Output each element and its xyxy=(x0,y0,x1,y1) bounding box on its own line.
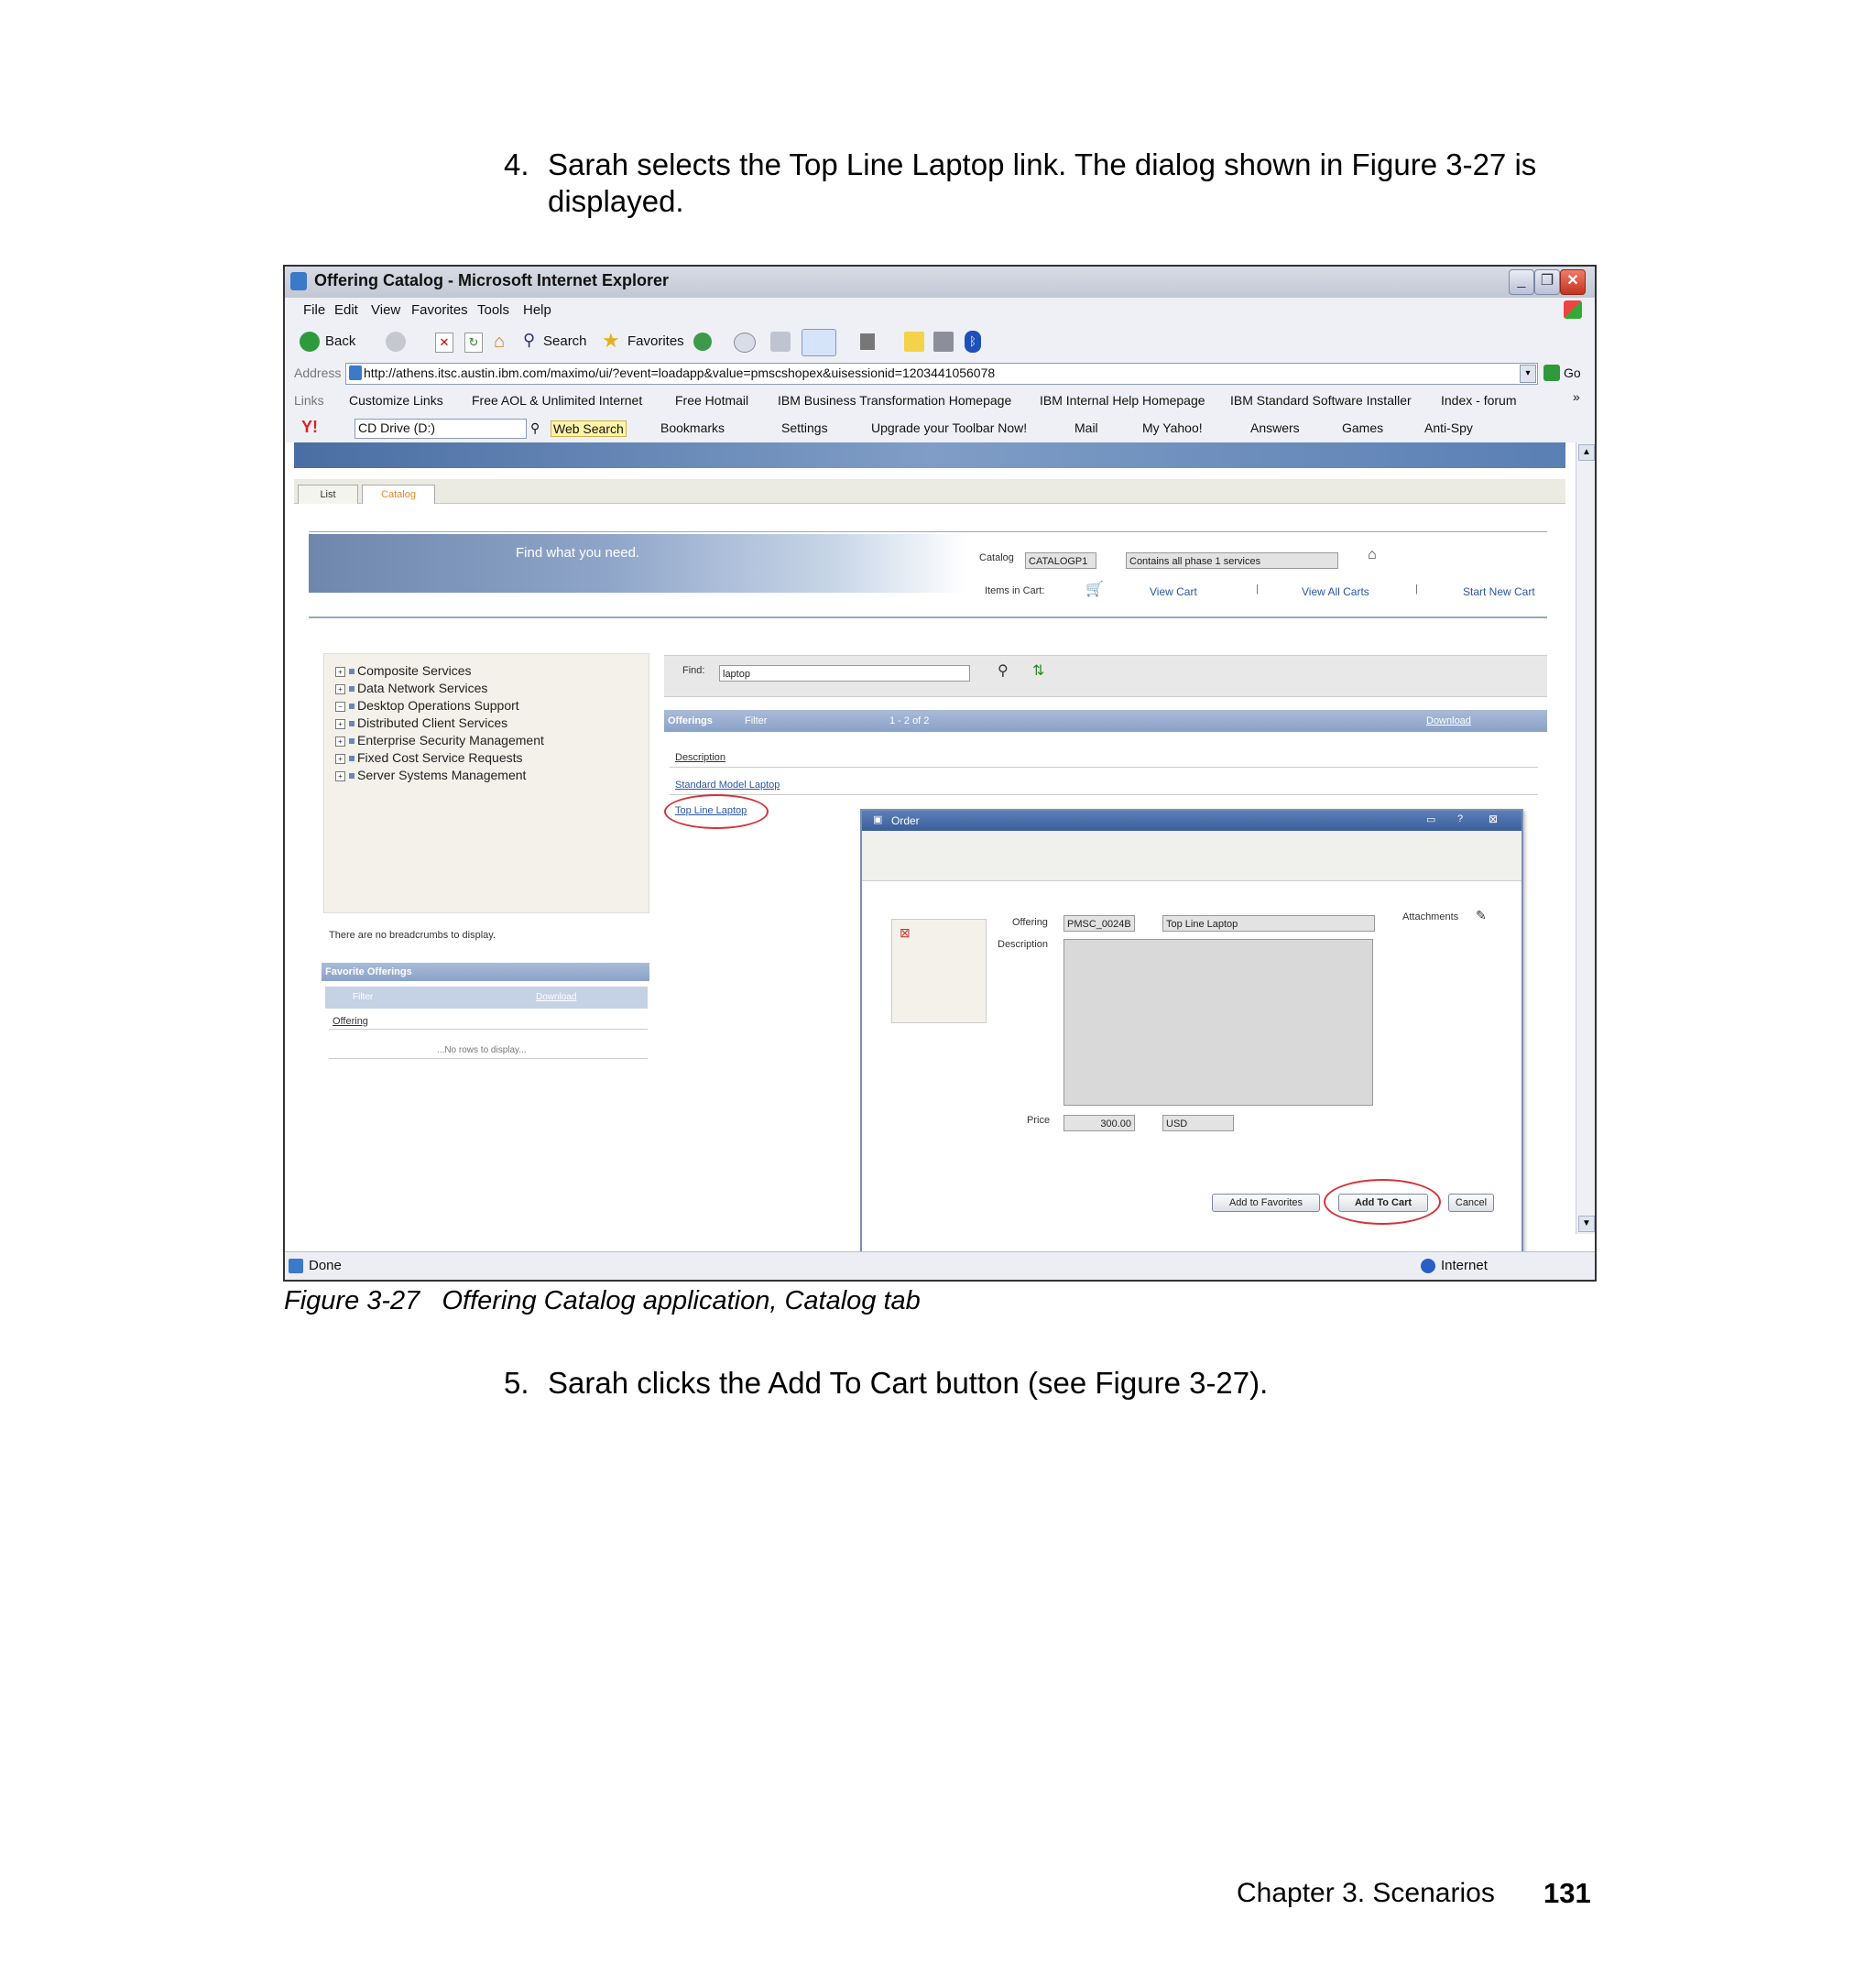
dialog-help-icon[interactable]: ? xyxy=(1457,813,1464,824)
status-done: Done xyxy=(309,1258,342,1273)
app-tabs xyxy=(294,479,1565,504)
link-free-aol[interactable]: Free AOL & Unlimited Internet xyxy=(472,393,643,408)
app-banner xyxy=(294,442,1565,468)
ie-icon xyxy=(290,272,307,290)
highlight-ellipse xyxy=(664,794,769,829)
yahoo-search-value[interactable]: CD Drive (D:) xyxy=(358,420,435,435)
cancel-button[interactable]: Cancel xyxy=(1448,1194,1494,1212)
home-icon[interactable]: ⌂ xyxy=(494,332,506,352)
link-ibm-internal-help[interactable]: IBM Internal Help Homepage xyxy=(1040,393,1205,408)
expand-icon[interactable]: + xyxy=(335,719,345,729)
favorites-empty-text: ...No rows to display... xyxy=(437,1045,527,1055)
restore-icon[interactable]: ❐ xyxy=(1534,269,1560,295)
folder-icon xyxy=(349,756,354,761)
offerings-description-column[interactable]: Description xyxy=(675,752,726,763)
tree-item-label: Composite Services xyxy=(357,663,472,678)
catalog-lookup-icon[interactable]: ⌂ xyxy=(1368,547,1377,562)
answers-item[interactable]: Answers xyxy=(1250,420,1300,435)
page-status-icon xyxy=(289,1259,303,1273)
discuss-icon[interactable] xyxy=(860,333,875,350)
tree-item-label: Distributed Client Services xyxy=(357,715,508,730)
items-in-cart-label: Items in Cart: xyxy=(985,585,1045,596)
header-top-rule xyxy=(309,531,1547,532)
tree-item-label: Desktop Operations Support xyxy=(357,698,519,713)
stop-icon[interactable]: ✕ xyxy=(435,333,453,353)
yahoo-logo[interactable]: Y! xyxy=(301,418,318,436)
dialog-band xyxy=(862,831,1522,881)
note-icon[interactable] xyxy=(904,332,924,352)
menu-edit[interactable]: Edit xyxy=(334,302,358,318)
go-arrow-icon[interactable] xyxy=(1543,365,1560,381)
mail-icon[interactable] xyxy=(734,333,756,353)
print-icon[interactable] xyxy=(770,332,791,352)
expand-icon[interactable]: + xyxy=(335,771,345,781)
favorite-offerings-header: Favorite Offerings xyxy=(322,963,649,981)
link-ibm-software-installer[interactable]: IBM Standard Software Installer xyxy=(1230,393,1412,408)
view-all-carts-link[interactable]: View All Carts xyxy=(1302,585,1369,598)
find-input[interactable]: laptop xyxy=(719,665,970,682)
window-title: Offering Catalog - Microsoft Internet Explorer xyxy=(314,271,670,289)
favorites-offering-column[interactable]: Offering xyxy=(333,1016,368,1027)
tree-item-label: Enterprise Security Management xyxy=(357,733,544,747)
category-tree xyxy=(323,653,649,913)
upgrade-toolbar-item[interactable]: Upgrade your Toolbar Now! xyxy=(871,420,1028,435)
menu-file[interactable]: File xyxy=(303,302,326,318)
link-customize-links[interactable]: Customize Links xyxy=(349,393,443,408)
expand-icon[interactable]: + xyxy=(335,754,345,764)
folder-icon xyxy=(349,686,354,692)
tab-list[interactable]: List xyxy=(298,485,358,504)
games-item[interactable]: Games xyxy=(1342,420,1384,435)
yahoo-toolbar xyxy=(285,415,1595,443)
offerings-header xyxy=(664,710,1547,732)
find-bar xyxy=(664,655,1547,697)
currency-field: USD xyxy=(1162,1115,1234,1131)
offering-name-field: Top Line Laptop xyxy=(1162,915,1375,932)
collapse-icon[interactable]: − xyxy=(335,702,345,712)
tree-item[interactable] xyxy=(335,750,523,765)
address-dropdown-icon[interactable]: ▾ xyxy=(1520,365,1536,383)
paperclip-icon[interactable]: ✎ xyxy=(1476,908,1487,922)
standard-toolbar xyxy=(285,323,1595,361)
catalog-field[interactable]: CATALOGP1 xyxy=(1025,552,1096,569)
price-label: Price xyxy=(1027,1115,1051,1126)
view-cart-link[interactable]: View Cart xyxy=(1150,585,1197,598)
offering-row-standard-model-laptop[interactable]: Standard Model Laptop xyxy=(675,780,780,791)
bookmarks-item[interactable]: Bookmarks xyxy=(660,420,725,435)
dialog-close-icon[interactable]: ⊠ xyxy=(1489,813,1499,825)
search-icon[interactable]: ⚲ xyxy=(523,331,536,349)
menu-tools[interactable]: Tools xyxy=(477,302,510,318)
offering-label: Offering xyxy=(1012,917,1048,928)
my-yahoo-item[interactable]: My Yahoo! xyxy=(1142,420,1203,435)
folder-icon xyxy=(349,738,354,744)
offering-image-placeholder xyxy=(891,919,987,1023)
expand-icon[interactable]: + xyxy=(335,667,345,677)
folder-icon xyxy=(349,704,354,709)
offering-id-field: PMSC_0024B xyxy=(1063,915,1135,932)
favorites-download-link[interactable]: Download xyxy=(536,992,577,1002)
hero-banner xyxy=(309,534,968,593)
status-zone: Internet xyxy=(1441,1258,1488,1273)
menu-view[interactable]: View xyxy=(371,302,401,318)
title-bar xyxy=(285,267,1595,299)
media-icon[interactable] xyxy=(693,333,712,351)
magnifier-icon[interactable]: ⚲ xyxy=(530,420,540,435)
scroll-up-icon[interactable]: ▲ xyxy=(1578,444,1595,461)
messenger-icon[interactable] xyxy=(802,329,836,356)
menu-bar xyxy=(285,298,1595,324)
find-label: Find: xyxy=(682,665,705,676)
folder-icon xyxy=(349,721,354,726)
divider xyxy=(329,1058,648,1059)
step-text: Sarah selects the Top Line Laptop link. The dialog shown in Figure 3-27 is displayed. xyxy=(548,147,1537,218)
binoculars-icon[interactable]: ⚲ xyxy=(998,663,1009,679)
separator: | xyxy=(1415,584,1418,595)
page-icon xyxy=(349,366,362,380)
cart-icon: 🛒 xyxy=(1085,582,1104,597)
step-text: Sarah clicks the Add To Cart button (see Figure 3-27). xyxy=(548,1366,1269,1400)
dialog-header xyxy=(862,811,1522,831)
separator: | xyxy=(1256,584,1259,595)
favorites-grid-toolbar xyxy=(325,987,648,1009)
expand-icon[interactable]: + xyxy=(335,684,345,694)
order-dialog xyxy=(860,809,1523,1272)
advanced-search-icon[interactable]: ⇅ xyxy=(1032,663,1045,679)
offerings-filter[interactable]: Filter xyxy=(745,715,768,726)
menu-help[interactable]: Help xyxy=(523,302,551,318)
mail-item[interactable]: Mail xyxy=(1074,420,1098,435)
settings-item[interactable]: Settings xyxy=(781,420,828,435)
link-ibm-business-transformation[interactable]: IBM Business Transformation Homepage xyxy=(778,393,1012,408)
divider xyxy=(670,794,1538,795)
close-icon[interactable]: ✕ xyxy=(1560,269,1586,295)
attachments-label: Attachments xyxy=(1402,911,1459,922)
tree-item[interactable] xyxy=(335,681,487,695)
vertical-scrollbar[interactable] xyxy=(1576,442,1595,1234)
menu-favorites[interactable]: Favorites xyxy=(411,302,468,318)
anti-spy-item[interactable]: Anti-Spy xyxy=(1424,420,1473,435)
header-bottom-rule xyxy=(309,617,1547,618)
address-label: Address xyxy=(294,366,342,380)
minimize-icon[interactable]: _ xyxy=(1509,269,1534,295)
research-icon[interactable] xyxy=(933,332,954,352)
address-bar xyxy=(285,360,1595,388)
link-free-hotmail[interactable]: Free Hotmail xyxy=(675,393,749,408)
price-field: 300.00 xyxy=(1063,1115,1135,1131)
step-number: 5. xyxy=(504,1366,529,1400)
link-index-forum[interactable]: Index - forum xyxy=(1441,393,1517,408)
tab-catalog[interactable]: Catalog xyxy=(362,485,435,504)
divider xyxy=(670,767,1538,768)
description-textarea[interactable] xyxy=(1063,939,1373,1106)
offering-row-top-line-laptop[interactable]: Top Line Laptop xyxy=(675,805,747,816)
offerings-download-link[interactable]: Download xyxy=(1426,715,1471,726)
address-url[interactable]: http://athens.itsc.austin.ibm.com/maximo/ui/?event=loadapp&value=pmscshopex&uisessionid=1203441056078 xyxy=(364,366,996,380)
start-new-cart-link[interactable]: Start New Cart xyxy=(1463,585,1535,598)
breadcrumbs-text: There are no breadcrumbs to display. xyxy=(329,930,496,941)
favorites-filter[interactable]: Filter xyxy=(353,992,374,1002)
offerings-title: Offerings xyxy=(668,715,713,726)
tree-item[interactable] xyxy=(335,698,519,713)
favorites-label[interactable]: Favorites xyxy=(627,333,684,349)
go-button[interactable]: Go xyxy=(1564,366,1581,380)
forward-arrow-icon[interactable] xyxy=(386,332,406,352)
back-label[interactable]: Back xyxy=(325,333,356,349)
status-bar xyxy=(285,1251,1595,1280)
dialog-minimize-icon[interactable]: ▭ xyxy=(1426,814,1436,825)
offerings-range: 1 - 2 of 2 xyxy=(889,715,930,726)
footer-chapter: Chapter 3. Scenarios xyxy=(1237,1878,1495,1908)
web-search-button[interactable]: Web Search xyxy=(551,420,627,437)
divider xyxy=(329,1029,648,1030)
internet-zone-icon xyxy=(1421,1259,1435,1273)
links-bar xyxy=(285,387,1595,416)
scroll-down-icon[interactable]: ▼ xyxy=(1578,1216,1595,1232)
bluetooth-icon[interactable]: ᛒ xyxy=(965,331,981,353)
add-to-cart-button[interactable]: Add To Cart xyxy=(1338,1194,1428,1212)
add-to-favorites-button[interactable]: Add to Favorites xyxy=(1212,1194,1320,1212)
ie-window-screenshot xyxy=(283,265,1597,1282)
tree-item[interactable] xyxy=(335,733,544,747)
tree-item-label: Fixed Cost Service Requests xyxy=(357,750,523,765)
highlight-ellipse xyxy=(1324,1179,1441,1225)
tree-item-label: Data Network Services xyxy=(357,681,488,695)
tree-item[interactable] xyxy=(335,663,472,678)
expand-icon[interactable]: + xyxy=(335,737,345,747)
tree-item-label: Server Systems Management xyxy=(357,768,527,782)
page-content xyxy=(285,442,1576,1234)
links-label: Links xyxy=(294,393,324,408)
step-number: 4. xyxy=(504,147,529,181)
broken-image-icon: ⊠ xyxy=(900,925,911,940)
search-label[interactable]: Search xyxy=(543,333,587,349)
hero-slogan: Find what you need. xyxy=(516,545,640,561)
page-number: 131 xyxy=(1543,1877,1591,1909)
windows-flag-icon xyxy=(1564,300,1582,319)
more-links-icon[interactable]: » xyxy=(1573,389,1580,404)
folder-icon xyxy=(349,669,354,674)
catalog-description-field: Contains all phase 1 services xyxy=(1126,552,1338,569)
tree-item[interactable] xyxy=(335,768,526,782)
favorites-star-icon[interactable]: ★ xyxy=(602,329,620,352)
refresh-icon[interactable]: ↻ xyxy=(464,333,483,353)
description-label: Description xyxy=(998,939,1049,950)
folder-icon xyxy=(349,773,354,779)
catalog-label: Catalog xyxy=(979,552,1014,563)
tree-item[interactable] xyxy=(335,715,507,730)
back-arrow-icon[interactable] xyxy=(300,332,320,352)
dialog-title: Order xyxy=(891,814,920,827)
figure-caption: Figure 3-27 Offering Catalog application, Catalog tab xyxy=(284,1286,921,1315)
dialog-icon: ▣ xyxy=(873,814,883,825)
